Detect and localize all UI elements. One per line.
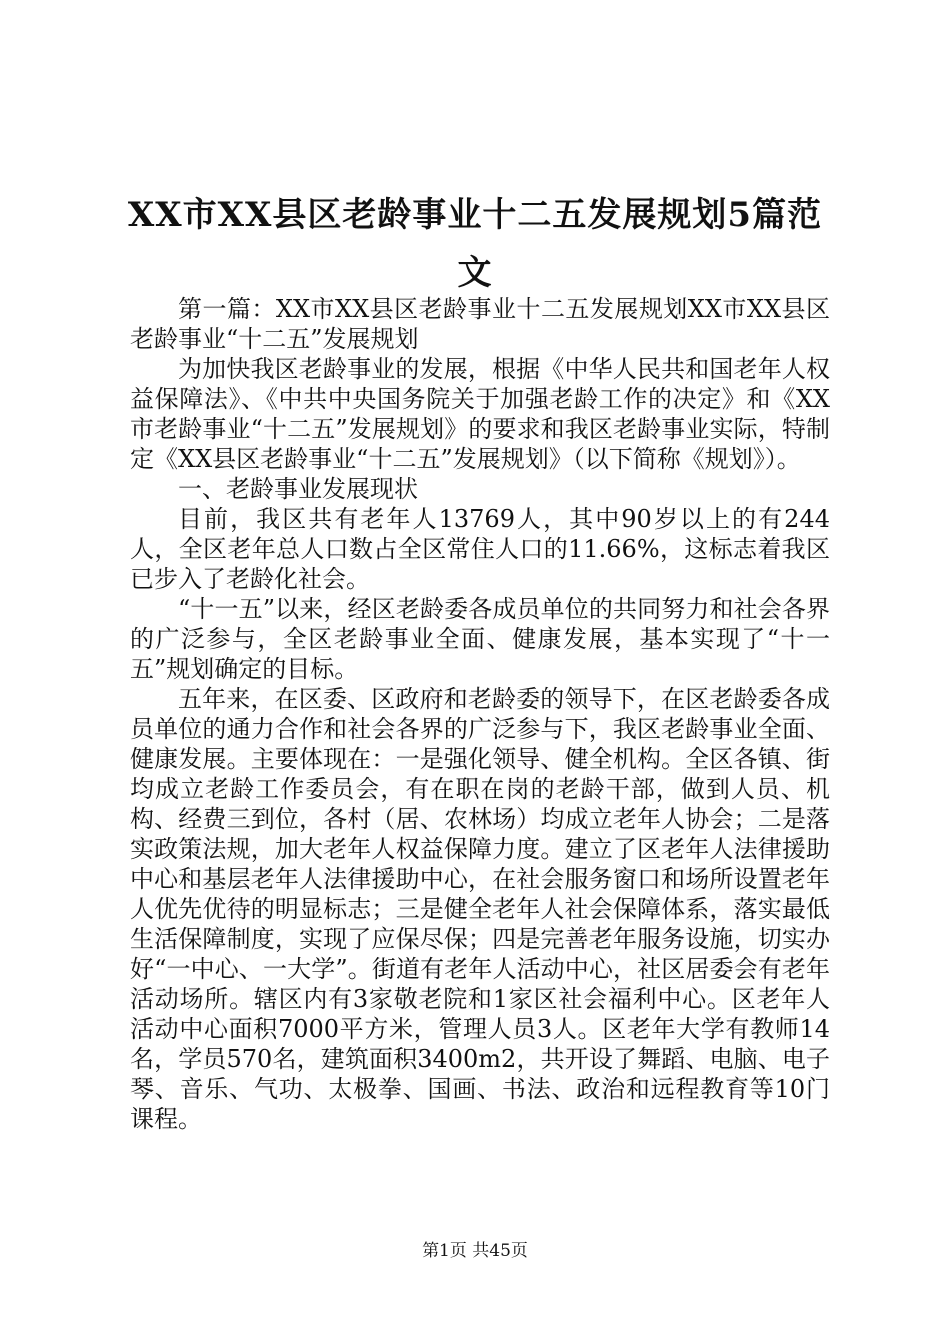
paragraph-eleventh-five: “十一五”以来，经区老龄委各成员单位的共同努力和社会各界的广泛参与，全区老龄事业全面、健康发展，基本实现了“十一五”规划确定的目标。 — [130, 595, 830, 683]
paragraph-population: 目前，我区共有老年人13769人，其中90岁以上的有244人，全区老年总人口数占全区常住人口的11.66%，这标志着我区已步入了老龄化社会。 — [130, 505, 830, 593]
section-heading: 一、老龄事业发展现状 — [178, 475, 418, 503]
paragraph-intro: 为加快我区老龄事业的发展，根据《中华人民共和国老年人权益保障法》、《中共中央国务院关于加强老龄工作的决定》和《XX市老龄事业“十二五”发展规划》的要求和我区老龄事业实际，特制定《XX县区老龄事业“十二五”发展规划》（以下简称《规划》）。 — [130, 355, 830, 473]
document-title: XX市XX县区老龄事业十二五发展规划5篇范文 — [127, 195, 823, 293]
paragraph-five-years: 五年来，在区委、区政府和老龄委的领导下，在区老龄委各成员单位的通力合作和社会各界的广泛参与下，我区老龄事业全面、健康发展。主要体现在：一是强化领导、健全机构。全区各镇、街均成立老龄工作委员会，有在职在岗的老龄干部，做到人员、机构、经费三到位，各村（居、农林场）均成立老年人协会；二是落实政策法规，加大老年人权益保障力度。建立了区老年人法律援助中心和基层老年人法律援助中心，在社会服务窗口和场所设置老年人优先优待的明显标志；三是健全老年人社会保障体系，落实最低生活保障制度，实现了应保尽保；四是完善老年服务设施，切实办好“一中心、一大学”。街道有老年人活动中心，社区居委会有老年活动场所。辖区内有3家敬老院和1家区社会福利中心。区老年人活动中心面积7000平方米，管理人员3人。区老年大学有教师14名，学员570名，建筑面积3400m2，共开设了舞蹈、电脑、电子琴、音乐、气功、太极拳、国画、书法、政治和远程教育等10门课程。 — [130, 685, 830, 1133]
page-footer: 第1页 共45页 — [422, 1241, 528, 1261]
document-body — [130, 294, 830, 1134]
paragraph-heading-first-article: 第一篇：XX市XX县区老龄事业十二五发展规划XX市XX县区老龄事业“十二五”发展规划 — [130, 295, 830, 353]
